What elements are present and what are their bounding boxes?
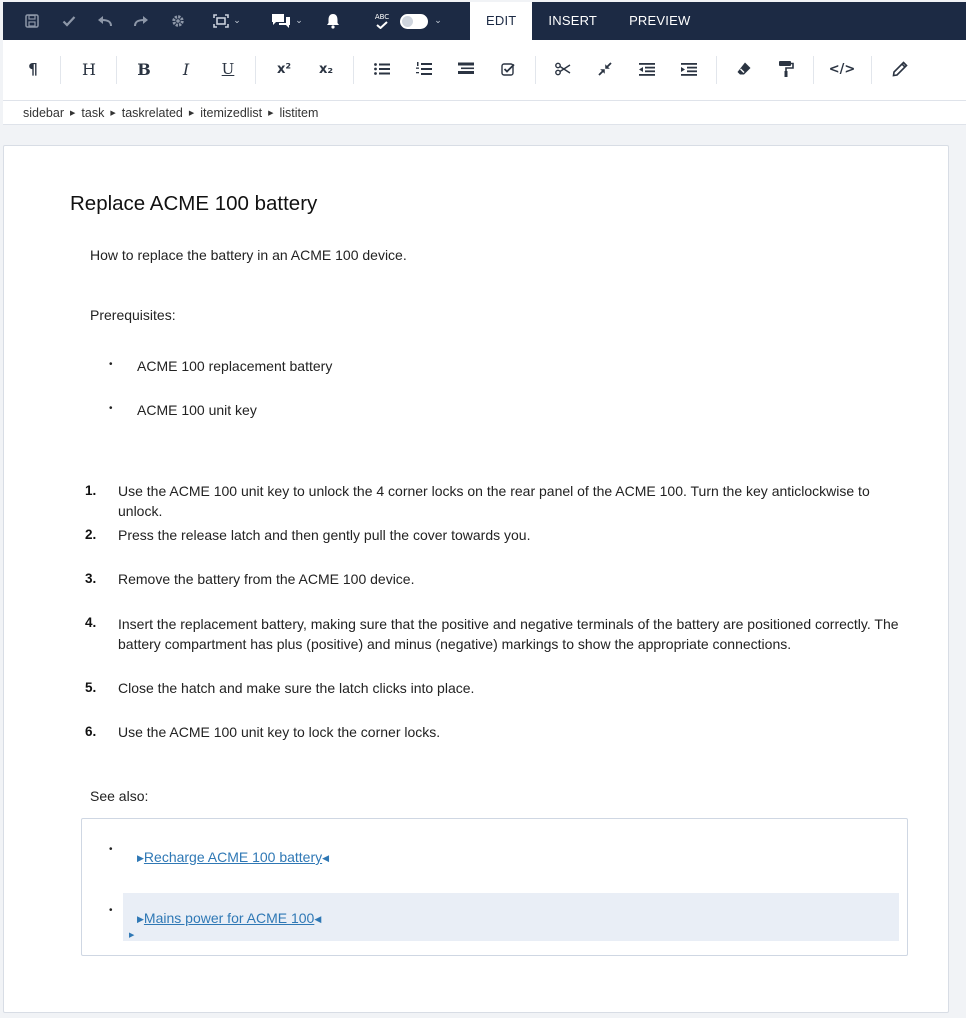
toolbar-divider xyxy=(716,56,717,84)
related-link-text[interactable]: Recharge ACME 100 battery xyxy=(143,849,323,865)
superscript-button[interactable]: x² xyxy=(276,61,292,77)
undo-icon[interactable] xyxy=(95,2,115,40)
toolbar-divider xyxy=(353,56,354,84)
split-button[interactable] xyxy=(548,54,578,84)
related-link[interactable] xyxy=(137,910,321,926)
bulleted-list-button[interactable] xyxy=(367,54,397,84)
tab-edit[interactable]: EDIT xyxy=(470,2,532,40)
clear-formatting-button[interactable] xyxy=(729,54,759,84)
toolbar-divider xyxy=(813,56,814,84)
toolbar-divider xyxy=(60,56,61,84)
chevron-right-icon: ▶ xyxy=(188,109,195,117)
redo-icon[interactable] xyxy=(131,2,151,40)
chevron-right-icon: ▶ xyxy=(268,109,274,117)
related-links-box xyxy=(81,818,908,956)
paint-roller-icon xyxy=(778,60,794,78)
tag-end-marker: ◀ xyxy=(322,853,330,863)
tag-start-marker: ▶ xyxy=(137,914,144,924)
scissors-icon xyxy=(555,62,571,76)
cursor-marker-icon: ▶ xyxy=(129,932,135,939)
document-canvas[interactable] xyxy=(3,145,949,1013)
underline-button[interactable]: U xyxy=(221,60,235,78)
tag-start-marker: ▶ xyxy=(137,853,144,863)
subscript-button[interactable]: x₂ xyxy=(318,61,334,77)
spellcheck-icon[interactable] xyxy=(371,2,393,40)
checkmark-icon[interactable] xyxy=(59,2,79,40)
fullscreen-dropdown[interactable] xyxy=(208,2,246,40)
numbered-list-icon xyxy=(416,62,432,76)
toolbar-divider xyxy=(871,56,872,84)
spellcheck-label: ABC xyxy=(374,13,390,21)
bullet-marker: • xyxy=(109,403,113,414)
chevron-right-icon: ▶ xyxy=(110,109,116,117)
comments-dropdown[interactable] xyxy=(267,2,307,40)
step-number: 1. xyxy=(85,483,97,498)
step-number: 6. xyxy=(85,724,97,739)
format-painter-button[interactable] xyxy=(771,54,801,84)
step-text[interactable]: Use the ACME 100 unit key to lock the corner locks. xyxy=(118,724,441,740)
see-also-label[interactable]: See also: xyxy=(90,788,149,804)
italic-button[interactable]: I xyxy=(182,59,190,79)
step-text[interactable]: Remove the battery from the ACME 100 device. xyxy=(118,571,415,587)
short-description[interactable]: How to replace the battery in an ACME 100 device. xyxy=(90,247,407,263)
source-code-button[interactable]: </> xyxy=(828,61,856,77)
tag-end-marker: ◀ xyxy=(314,914,322,924)
chevron-down-icon[interactable]: ⌄ xyxy=(434,16,442,26)
breadcrumb xyxy=(3,101,966,125)
indent-icon xyxy=(681,63,697,76)
bulleted-list-icon xyxy=(374,63,390,75)
checklist-button[interactable] xyxy=(493,54,523,84)
page-title[interactable]: Replace ACME 100 battery xyxy=(70,192,318,215)
bell-icon[interactable] xyxy=(323,2,343,40)
step-text[interactable]: Close the hatch and make sure the latch clicks into place. xyxy=(118,680,475,696)
toolbar-divider xyxy=(255,56,256,84)
mode-tabs xyxy=(470,2,706,40)
comments-icon xyxy=(271,13,291,29)
step-number: 4. xyxy=(85,615,97,630)
join-button[interactable] xyxy=(590,54,620,84)
step-number: 5. xyxy=(85,680,97,695)
breadcrumb-item-itemizedlist[interactable]: itemizedlist xyxy=(200,105,263,120)
fullscreen-icon xyxy=(213,14,229,28)
numbered-list-button[interactable] xyxy=(409,54,439,84)
outdent-icon xyxy=(639,63,655,76)
spellcheck-toggle[interactable] xyxy=(400,14,428,29)
bold-button[interactable]: B xyxy=(137,59,151,79)
eraser-icon xyxy=(736,61,752,77)
bullet-marker: • xyxy=(109,844,113,855)
related-link-text[interactable]: Mains power for ACME 100 xyxy=(143,910,315,926)
pencil-icon xyxy=(892,61,908,77)
formatting-toolbar xyxy=(3,40,966,101)
step-text[interactable]: Use the ACME 100 unit key to unlock the 4 corner locks on the rear panel of the ACME 100. Turn the key anticlockwise to unlock. xyxy=(118,483,870,519)
tab-insert[interactable]: INSERT xyxy=(548,13,598,28)
chevron-down-icon: ⌄ xyxy=(233,16,241,26)
checkbox-icon xyxy=(501,62,515,76)
breadcrumb-item-sidebar[interactable]: sidebar xyxy=(23,105,64,120)
indent-button[interactable] xyxy=(674,54,704,84)
list-item[interactable]: ACME 100 replacement battery xyxy=(137,358,333,374)
toolbar-divider xyxy=(535,56,536,84)
breadcrumb-item-taskrelated[interactable]: taskrelated xyxy=(121,105,183,120)
step-text[interactable]: Insert the replacement battery, making sure that the positive and negative terminals of the battery are positioned correctly. The battery compartment has plus (positive) and minus (negative) markings to show the appropriate connections. xyxy=(118,616,899,652)
paragraph-button[interactable]: ¶ xyxy=(28,60,38,78)
breadcrumb-item-listitem[interactable]: listitem xyxy=(279,105,319,120)
step-number: 2. xyxy=(85,527,97,542)
bullet-marker: • xyxy=(109,359,113,370)
join-icon xyxy=(598,62,612,76)
chevron-down-icon: ⌄ xyxy=(295,16,303,26)
toolbar-divider xyxy=(116,56,117,84)
tab-preview[interactable]: PREVIEW xyxy=(629,13,691,28)
edit-mode-button[interactable] xyxy=(885,54,915,84)
breadcrumb-item-task[interactable]: task xyxy=(81,105,105,120)
prereq-label[interactable]: Prerequisites: xyxy=(90,307,176,323)
heading-button[interactable]: H xyxy=(82,59,96,79)
save-icon[interactable] xyxy=(23,2,41,40)
step-number: 3. xyxy=(85,571,97,586)
chevron-right-icon: ▶ xyxy=(70,109,76,117)
step-text[interactable]: Press the release latch and then gently pull the cover towards you. xyxy=(118,527,531,543)
related-link[interactable] xyxy=(137,849,329,865)
bullet-marker: • xyxy=(109,905,113,916)
gear-icon[interactable] xyxy=(168,2,188,40)
definition-list-button[interactable] xyxy=(451,54,481,84)
top-bar xyxy=(3,2,966,40)
outdent-button[interactable] xyxy=(632,54,662,84)
list-item[interactable]: ACME 100 unit key xyxy=(137,402,257,418)
definition-list-icon xyxy=(458,62,474,76)
